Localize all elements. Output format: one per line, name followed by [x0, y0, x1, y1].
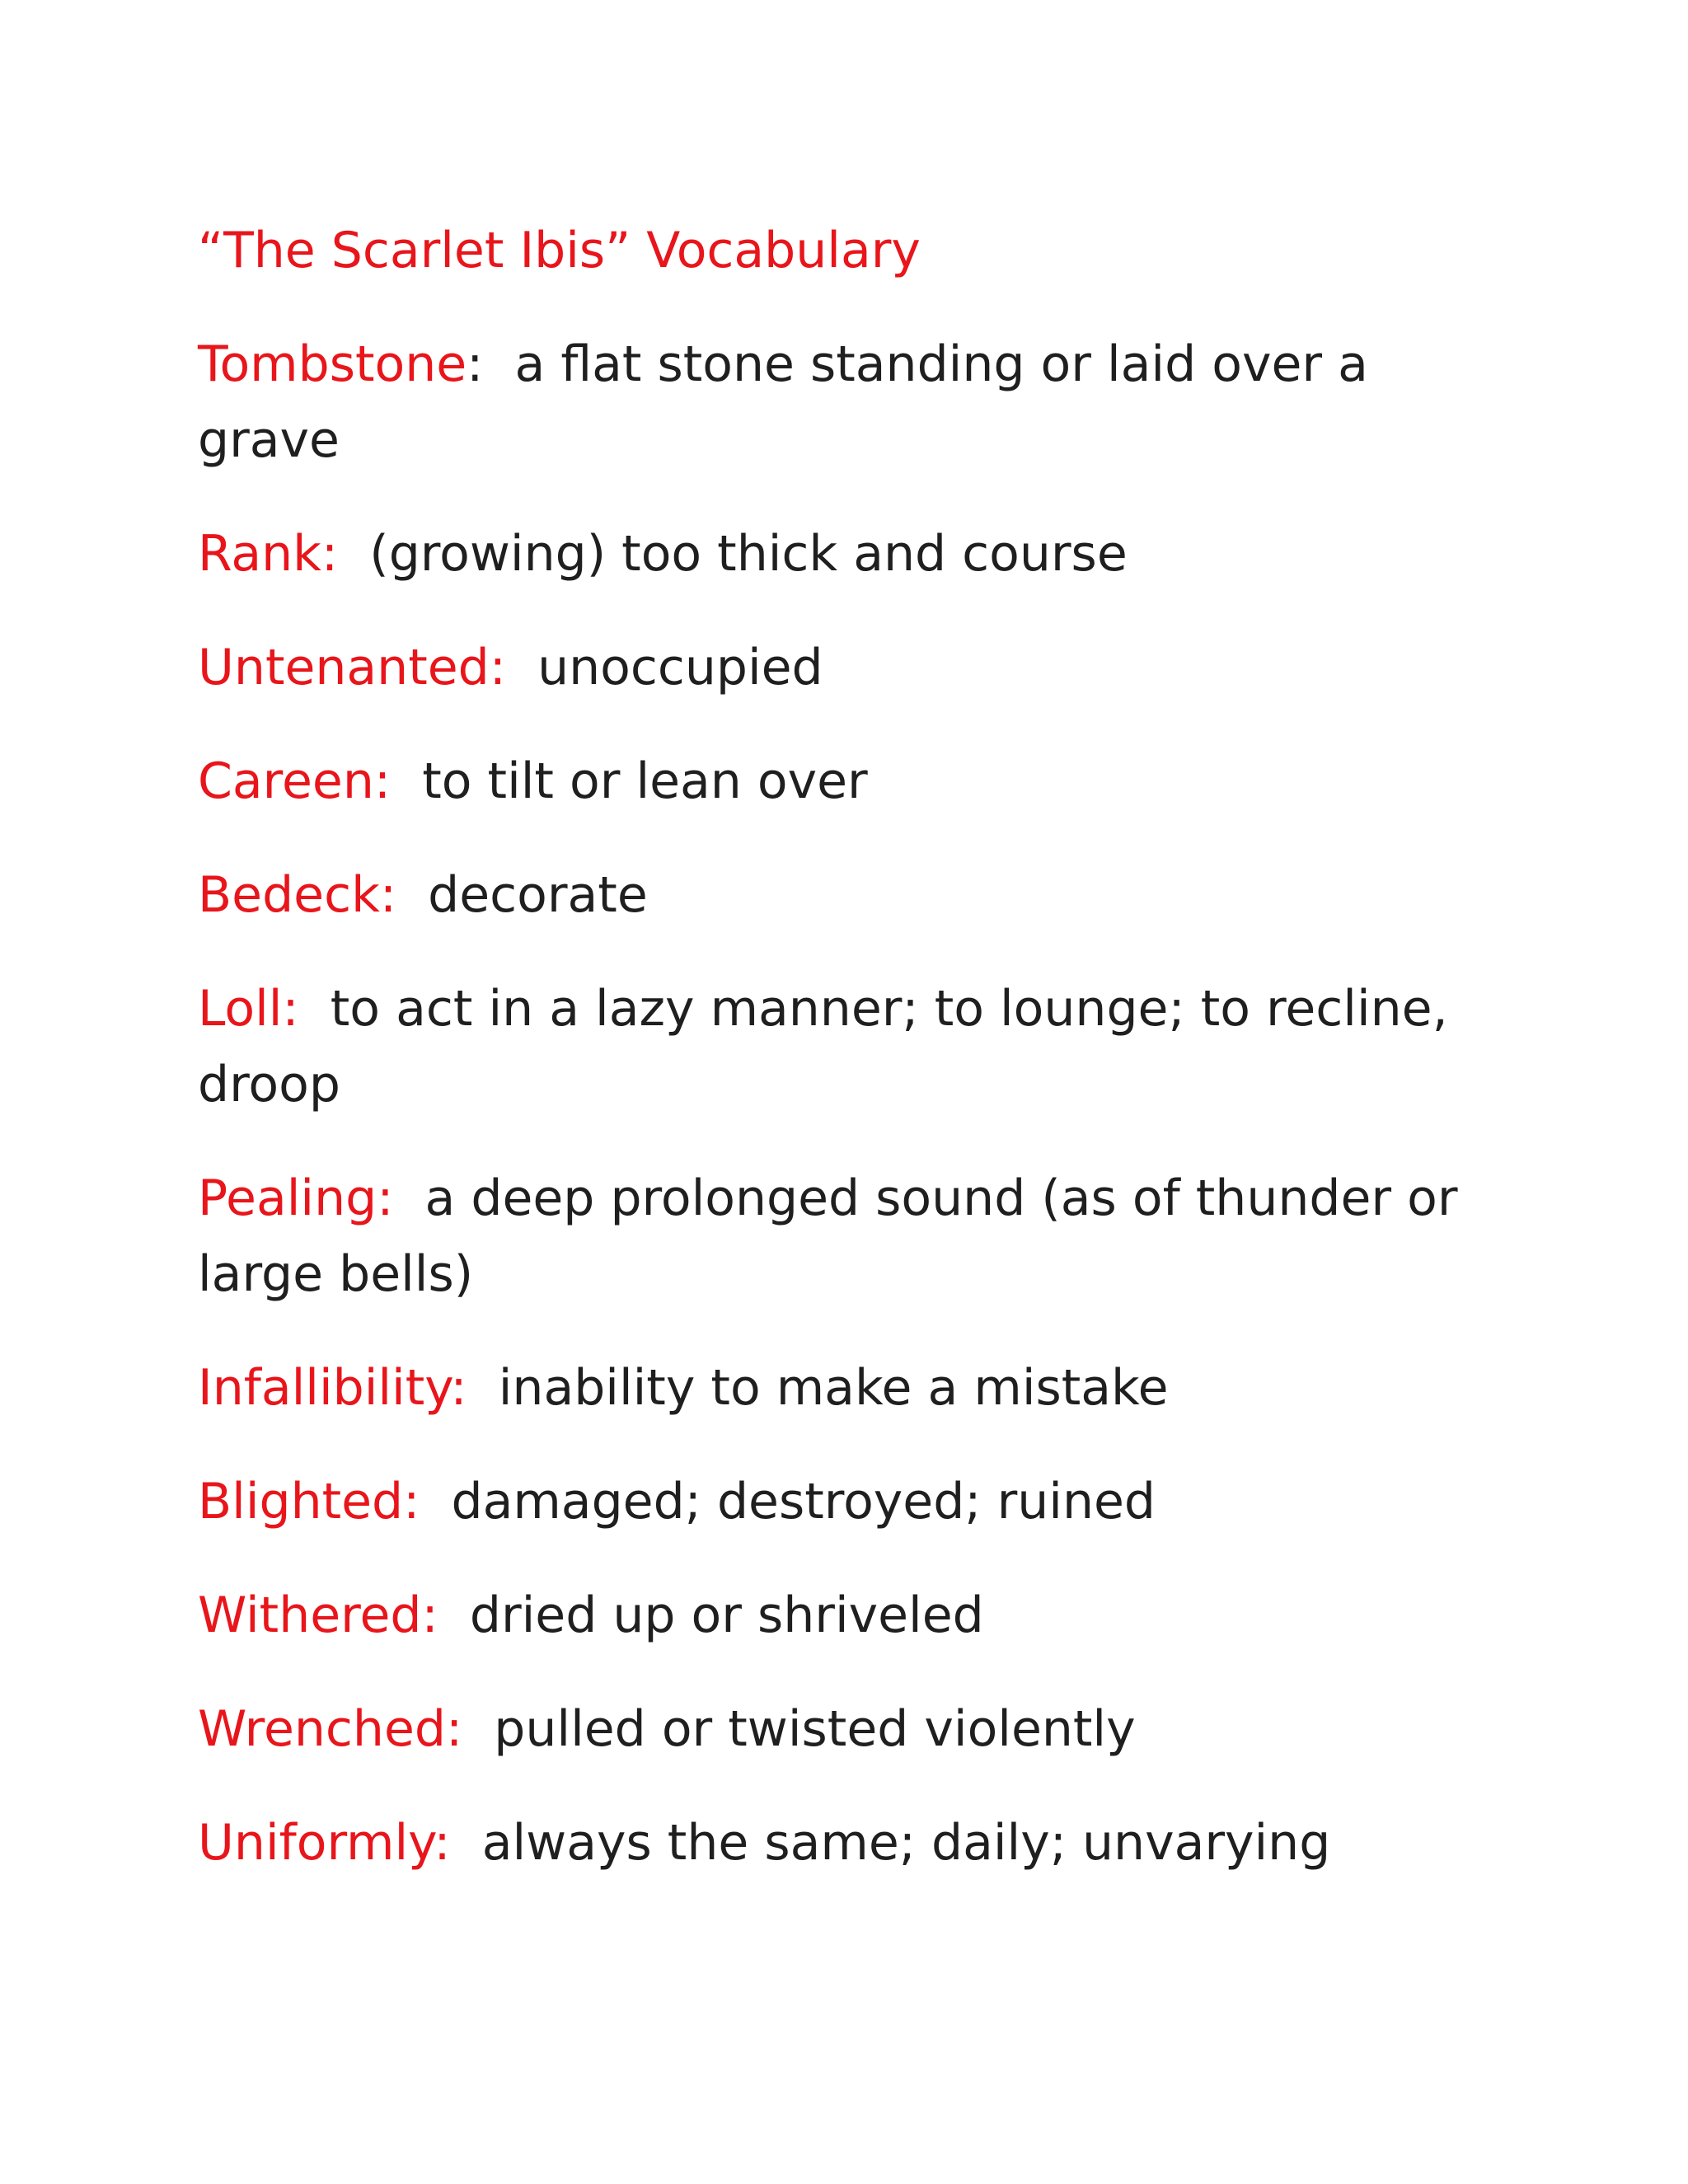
term-separator: : [373, 752, 423, 810]
vocab-term: Untenanted [198, 639, 490, 696]
term-separator: : [434, 1814, 482, 1872]
vocab-term: Uniformly [198, 1814, 434, 1872]
vocab-term: Withered [198, 1586, 422, 1644]
vocab-definition: damaged; destroyed; ruined [451, 1473, 1156, 1530]
term-separator: : [379, 866, 429, 924]
vocab-definition: to act in a lazy manner; to lounge; to recline, droop [198, 980, 1448, 1113]
vocab-term: Infallibility [198, 1359, 451, 1417]
vocab-definition: dried up or shriveled [469, 1586, 984, 1644]
vocab-definition: (growing) too thick and course [369, 525, 1128, 583]
term-separator: : [467, 335, 515, 393]
vocab-entry-bedeck [198, 857, 1484, 933]
document-title: “The Scarlet Ibis” Vocabulary [198, 222, 921, 279]
vocab-term: Rank [198, 525, 321, 583]
vocab-definition: unoccupied [537, 639, 823, 696]
vocab-term: Careen [198, 752, 374, 810]
vocab-definition: decorate [428, 866, 648, 924]
vocab-entry-infallibility [198, 1350, 1484, 1426]
vocabulary-list [198, 213, 1484, 1919]
vocab-entry-rank [198, 516, 1484, 592]
vocab-entry-loll [198, 971, 1484, 1122]
vocab-definition: always the same; daily; unvarying [481, 1814, 1331, 1872]
term-separator: : [321, 525, 370, 583]
vocab-entry-blighted [198, 1464, 1484, 1540]
term-separator: : [403, 1473, 452, 1530]
vocab-entry-careen [198, 743, 1484, 819]
vocab-entry-tombstone [198, 326, 1484, 478]
term-separator: : [489, 639, 538, 696]
term-separator: : [377, 1169, 425, 1227]
vocab-term: Bedeck [198, 866, 380, 924]
vocab-term: Wrenched [198, 1700, 446, 1758]
vocab-definition: a flat stone standing or laid over a grave [198, 335, 1368, 469]
vocab-term: Loll [198, 980, 283, 1038]
term-separator: : [450, 1359, 499, 1417]
vocab-definition: a deep prolonged sound (as of thunder or large bells) [198, 1169, 1458, 1303]
vocab-definition: inability to make a mistake [498, 1359, 1169, 1417]
vocab-term: Blighted [198, 1473, 404, 1530]
term-separator: : [445, 1700, 495, 1758]
vocab-term: Pealing [198, 1169, 377, 1227]
vocab-definition: to tilt or lean over [422, 752, 868, 810]
term-separator: : [282, 980, 331, 1038]
vocab-entry-withered [198, 1577, 1484, 1653]
vocab-entry-untenanted [198, 630, 1484, 705]
vocab-entry-pealing [198, 1160, 1484, 1312]
vocab-entry-uniformly [198, 1805, 1484, 1881]
vocab-term: Tombstone [198, 335, 467, 393]
term-separator: : [421, 1586, 470, 1644]
vocab-entry-wrenched [198, 1691, 1484, 1767]
vocab-definition: pulled or twisted violently [494, 1700, 1136, 1758]
